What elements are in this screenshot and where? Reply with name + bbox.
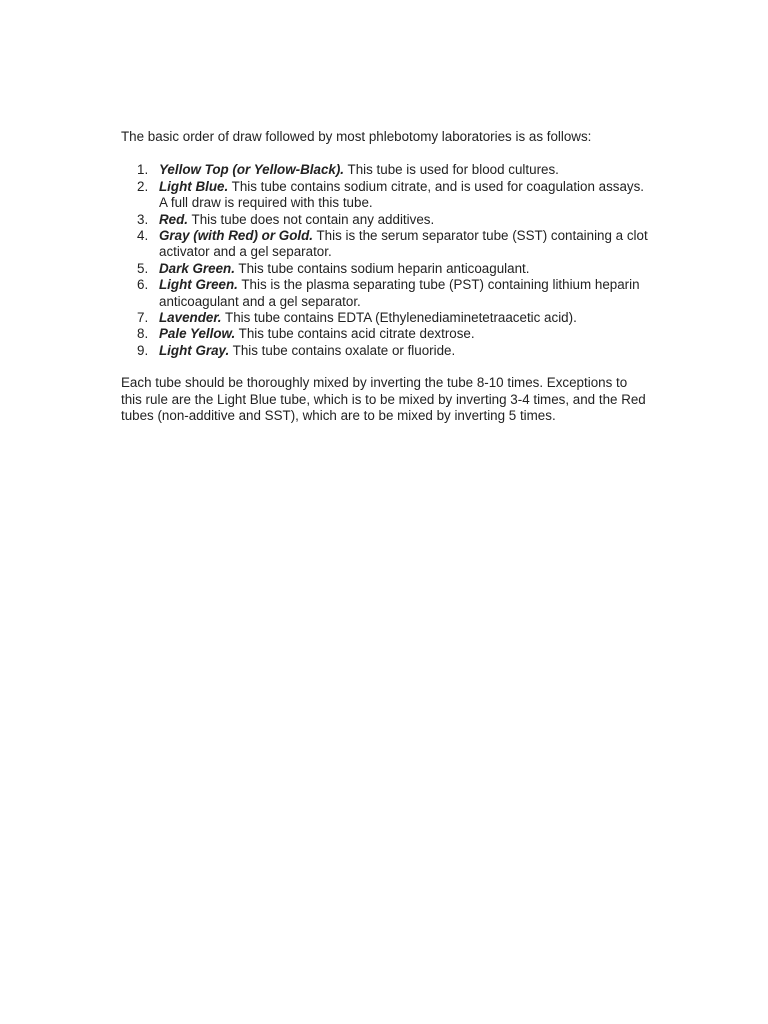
item-number: 1. xyxy=(137,162,149,178)
list-item xyxy=(121,162,649,178)
list-item xyxy=(121,212,649,228)
tube-description: This is the serum separator tube (SST) containing a clot activator and a gel separator. xyxy=(159,228,648,260)
order-of-draw-list xyxy=(121,162,649,359)
tube-name: Light Gray. xyxy=(159,342,230,358)
item-number: 9. xyxy=(137,342,149,358)
tube-description: This tube does not contain any additives. xyxy=(188,211,435,227)
tube-name: Yellow Top (or Yellow-Black). xyxy=(159,162,345,178)
tube-name: Gray (with Red) or Gold. xyxy=(159,228,313,244)
item-number: 3. xyxy=(137,211,149,227)
list-item xyxy=(121,261,649,277)
closing-paragraph: Each tube should be thoroughly mixed by inverting the tube 8-10 times. Exceptions to this rule are the Light Blue tube, which is to be mixed by inverting 3-4 times, and the Red tubes (non-additive and SST), which are to be mixed by inverting 5 times. xyxy=(121,375,646,424)
tube-name: Light Blue. xyxy=(159,178,229,194)
tube-description: This tube contains EDTA (Ethylenediaminetetraacetic acid). xyxy=(221,310,577,326)
item-number: 6. xyxy=(137,277,149,293)
list-item xyxy=(121,343,649,359)
tube-name: Red. xyxy=(159,211,189,227)
list-item xyxy=(121,179,649,212)
tube-name: Dark Green. xyxy=(159,260,235,276)
tube-name: Light Green. xyxy=(159,277,238,293)
list-item xyxy=(121,326,649,342)
item-number: 7. xyxy=(137,310,149,326)
list-item xyxy=(121,228,649,261)
list-item xyxy=(121,277,649,310)
tube-description: This tube is used for blood cultures. xyxy=(344,162,559,178)
list-item xyxy=(121,310,649,326)
tube-name: Pale Yellow. xyxy=(159,326,236,342)
tube-description: This tube contains oxalate or fluoride. xyxy=(229,342,456,358)
item-number: 5. xyxy=(137,260,149,276)
intro-paragraph: The basic order of draw followed by most phlebotomy laboratories is as follows: xyxy=(121,129,592,144)
tube-description: This is the plasma separating tube (PST) containing lithium heparin anticoagulant and a gel separator. xyxy=(159,277,640,309)
tube-name: Lavender. xyxy=(159,310,222,326)
tube-description: This tube contains sodium citrate, and is used for coagulation assays. A full draw is required with this tube. xyxy=(159,178,645,211)
document-page xyxy=(121,129,649,425)
tube-description: This tube contains acid citrate dextrose. xyxy=(235,326,475,342)
tube-description: This tube contains sodium heparin anticoagulant. xyxy=(234,260,530,276)
item-number: 2. xyxy=(137,178,149,194)
item-number: 4. xyxy=(137,228,149,244)
item-number: 8. xyxy=(137,326,149,342)
